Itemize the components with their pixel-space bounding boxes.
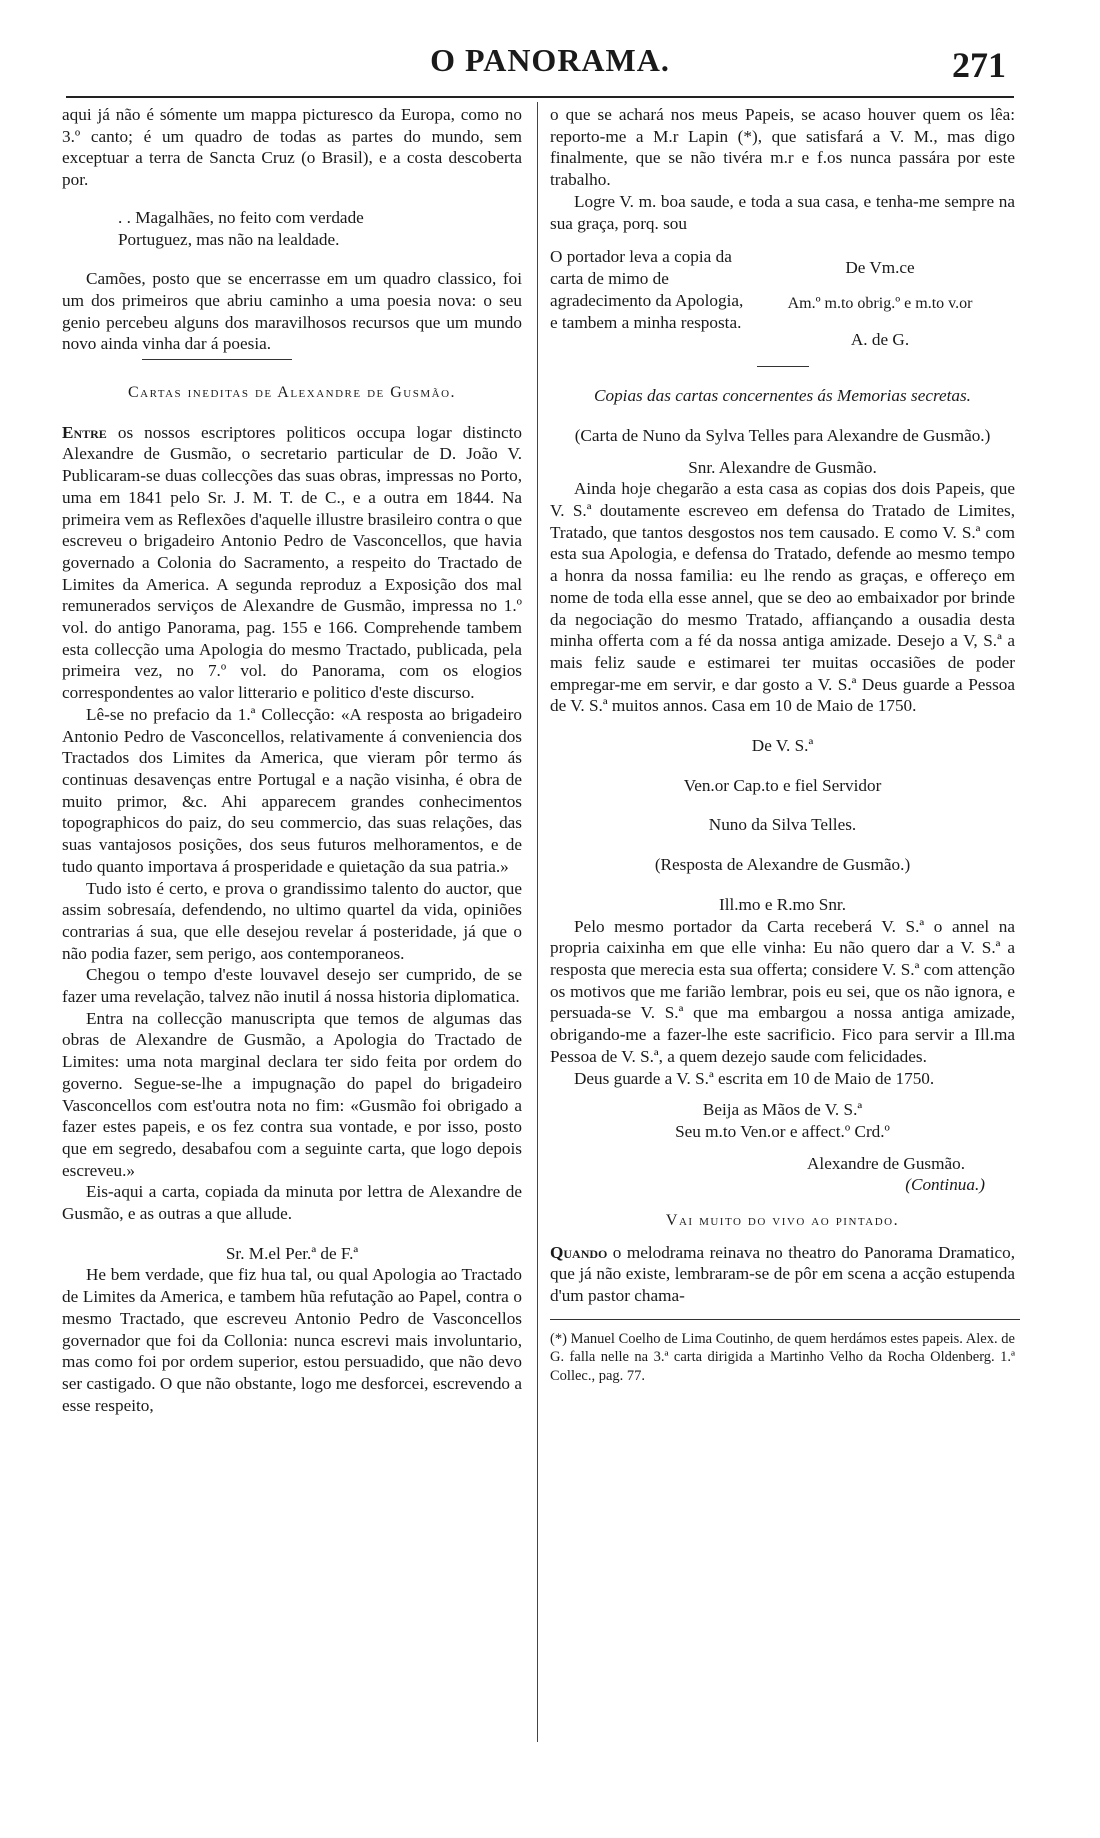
separator-rule [142, 359, 292, 360]
signature-name: Nuno da Silva Telles. [708, 815, 857, 835]
paragraph: Lê-se no prefacio da 1.ª Collecção: «A resposta ao brigadeiro Antonio Pedro de Vasconcellos, relativamente á conveniencia dos Tractados dos Limites da America, que vieram pôr termo ás continuas desavenças entre Portugal e a nação visinha, é obra de muito primor, &c. Ahi apparecem grandes conhecimentos topographicos do paiz, do seu commercio, das suas relações, das suas vantajosos posições, dos seus futuros melhoramentos, e de tudo quanto importava á prosperidade e quietação da sua patria.» [62, 704, 522, 876]
letter-closing-block [550, 246, 1015, 352]
continued-note: (Continua.) [905, 1175, 985, 1195]
signature-line: De V. S.ª [751, 736, 814, 756]
paragraph: He bem verdade, que fiz hua tal, ou qual Apologia ao Tractado de Limites da America, e tambem hũa refutação ao Papel, contra o mesmo Tractado, que escreveu Antonio Pedro de Vasconcellos governador que foi da Collonia: nunca escrevi mais involuntario, mas como foi por ordem superior, estou persuadido, que não devo ser castigado. O que não obstante, logo me desforcei, escrevendo a esse respeito, [62, 1265, 522, 1415]
paragraph-text: o melodrama reinava no theatro do Panorama Dramatico, que já não existe, lembraram-se de pôr em scena a acção estupenda d'um pastor chama- [550, 1242, 1015, 1306]
letter-title: (Resposta de Alexandre de Gusmão.) [654, 855, 911, 875]
letter-salutation: Snr. Alexandre de Gusmão. [688, 457, 877, 477]
left-column [62, 104, 522, 1416]
letter-salutation: Sr. M.el Per.ª de F.ª [225, 1243, 359, 1263]
paragraph-text: os nossos escriptores politicos occupa logar distincto Alexandre de Gusmão, o secretario particular de D. João V. Publicaram-se duas collecções das suas obras, impressas no Porto, uma em 1841 pelo Sr. J. M. T. de C., e a outra em 1844. Na primeira vem as Reflexões d'aquelle illustre brasileiro contra o que escreveu o brigadeiro Antonio Pedro de Vasconcellos, que havia governado a Colonia do Sacramento, a respeito do Tractado de Limites da America. A segunda reproduz a Exposição dos mal remunerados serviços de Alexandre de Gusmão, impressa no 1.º vol. do antigo Panorama, pag. 155 e 166. Comprehende tambem esta collecção uma Apologia do mesmo Tractado, publicada, pela primeira vez, no 7.º vol. do Panorama, com os elogios correspondentes ao valor litterario e politico d'este discurso. [62, 422, 522, 703]
column-divider [537, 102, 538, 1742]
signature-line: Seu m.to Ven.or e affect.º Crd.º [675, 1121, 890, 1141]
signature-line: Beija as Mãos de V. S.ª [702, 1100, 863, 1120]
paragraph: aqui já não é sómente um mappa picturesco da Europa, como no 3.º canto; é um quadro de todas as partes do mundo, sem exceptuar a terra de Sancta Cruz (o Brasil), e a costa descoberta por. [62, 105, 522, 190]
paragraph: o que se achará nos meus Papeis, se acaso houver quem os lêa: reporto-me a M.r Lapin (*), que satisfará a V. M., mas digo finalmente, que se não tivéra m.r e f.os nunca passára por este trabalho. [550, 105, 1015, 190]
letter-body: Ainda hoje chegarão a esta casa as copias dos dois Papeis, que V. S.ª doutamente escreveo em defensa do Tratado de Limites, Tratado, que tantos desgostos nos tem causado. E como V. S.ª com esta sua Apologia, e defensa do Tratado, defende ao mesmo tempo a honra da nossa familia: eu lhe rendo as graças, e offereço em nome de toda ella esse annel, que se deo ao embaixador por brinde da negociação do mesmo Tratado, affiançando a ousadia desta minha offerta com a fé da nossa antiga amizade. Desejo a V, S.ª a mais feliz saude e estimarei ter muitas occasiões de poder empregar-me em servir, e dar gosto a V. S.ª Deus guarde a Pessoa de V. S.ª muitos annos. Casa em 10 de Maio de 1750. [550, 479, 1015, 716]
section-title: Cartas ineditas de Alexandre de Gusmão. [127, 384, 457, 402]
verse-line: . . Magalhães, no feito com verdade [118, 207, 364, 227]
footnote: (*) Manuel Coelho de Lima Coutinho, de quem herdámos estes papeis. Alex. de G. falla nelle na 3.ª carta dirigida a Martinho Velho da Rocha Oldenberg. 1.ª Collec., pag. 77. [550, 1330, 1015, 1384]
paragraph: Chegou o tempo d'este louvavel desejo ser cumprido, de se fazer uma revelação, talvez não inutil á nossa historia diplomatica. [62, 965, 522, 1007]
verse-line: Portuguez, mas não na lealdade. [118, 229, 340, 249]
paragraph: Tudo isto é certo, e prova o grandissimo talento do auctor, que assim sobresaía, defendendo, no ultimo quartel da vida, opiniões contrarias á sua, que elle desejou revelar á posteridade, já que o não podia fazer, sem perigo, aos contemporaneos. [62, 878, 522, 963]
paragraph [550, 1242, 1015, 1307]
signature-name: Alexandre de Gusmão. [807, 1153, 965, 1173]
separator-rule [757, 366, 809, 367]
section-title: Vai muito do vivo ao pintado. [665, 1212, 900, 1230]
page-header-title: O PANORAMA. [430, 42, 670, 78]
signature-line: De Vm.ce [845, 258, 915, 278]
signature-name: A. de G. [850, 330, 910, 350]
verse-quote [118, 207, 522, 250]
letter-salutation: Ill.mo e R.mo Snr. [718, 894, 846, 914]
footnote-rule [550, 1319, 1020, 1320]
right-column [550, 104, 1015, 1385]
letter-title: (Carta de Nuno da Sylva Telles para Alexandre de Gusmão.) [574, 425, 991, 445]
postscript-note: O portador leva a copia da carta de mimo de agradecimento da Apologia, e tambem a minha resposta. [550, 247, 744, 333]
paragraph: Eis-aqui a carta, copiada da minuta por lettra de Alexandre de Gusmão, e as outras a que allude. [62, 1182, 522, 1224]
header-rule [66, 96, 1014, 98]
letter-close: Deus guarde a V. S.ª escrita em 10 de Maio de 1750. [574, 1068, 935, 1088]
paragraph: Camões, posto que se encerrasse em um quadro classico, foi um dos primeiros que abriu caminho a uma poesia nova: o seu genio percebeu alguns dos maravilhosos recursos que um mundo novo ainda vinha dar á poesia. [62, 269, 522, 354]
signature-line: Ven.or Cap.to e fiel Servidor [683, 775, 882, 795]
letter-body: Pelo mesmo portador da Carta receberá V. S.ª o annel na propria caixinha em que elle vinha: Eu não quero dar a V. S.ª a resposta que merecia esta sua offerta; considere V. S.ª com attenção os motivos que me farião lembrar, pois eu sei, que os não ignora, e persuada-se V. S.ª que ma embargou a nossa antiga amizade, obrigando-me a fazer-lhe este sacrificio. Fico para servir a Ill.ma Pessoa de V. S.ª, a quem dezejo saude com felicidades. [550, 916, 1015, 1066]
paragraph: Logre V. m. boa saude, e toda a sua casa, e tenha-me sempre na sua graça, porq. sou [550, 191, 1015, 233]
page-number: 271 [952, 45, 1006, 85]
paragraph [62, 422, 522, 704]
lead-word: Entre [62, 422, 107, 442]
section-subtitle: Copias das cartas concernentes ás Memorias secretas. [594, 386, 971, 406]
signature-block [745, 246, 1015, 352]
signature-line: Am.º m.to obrig.º e m.to v.or [787, 295, 973, 313]
lead-word: Quando [550, 1242, 608, 1262]
paragraph: Entra na collecção manuscripta que temos de algumas das obras de Alexandre de Gusmão, a Apologia do Tractado de Limites: uma nota marginal declara ter sido feita por ordem do governo. Segue-se-lhe a impugnação do papel do brigadeiro Vasconcellos com est'outra nota no fim: «Gusmão foi obrigado a fazer estes papeis, e os fez contra sua vontade, e por isso, posto que em segredo, desabafou com a seguinte carta, que logo depois escreveu.» [62, 1008, 522, 1180]
